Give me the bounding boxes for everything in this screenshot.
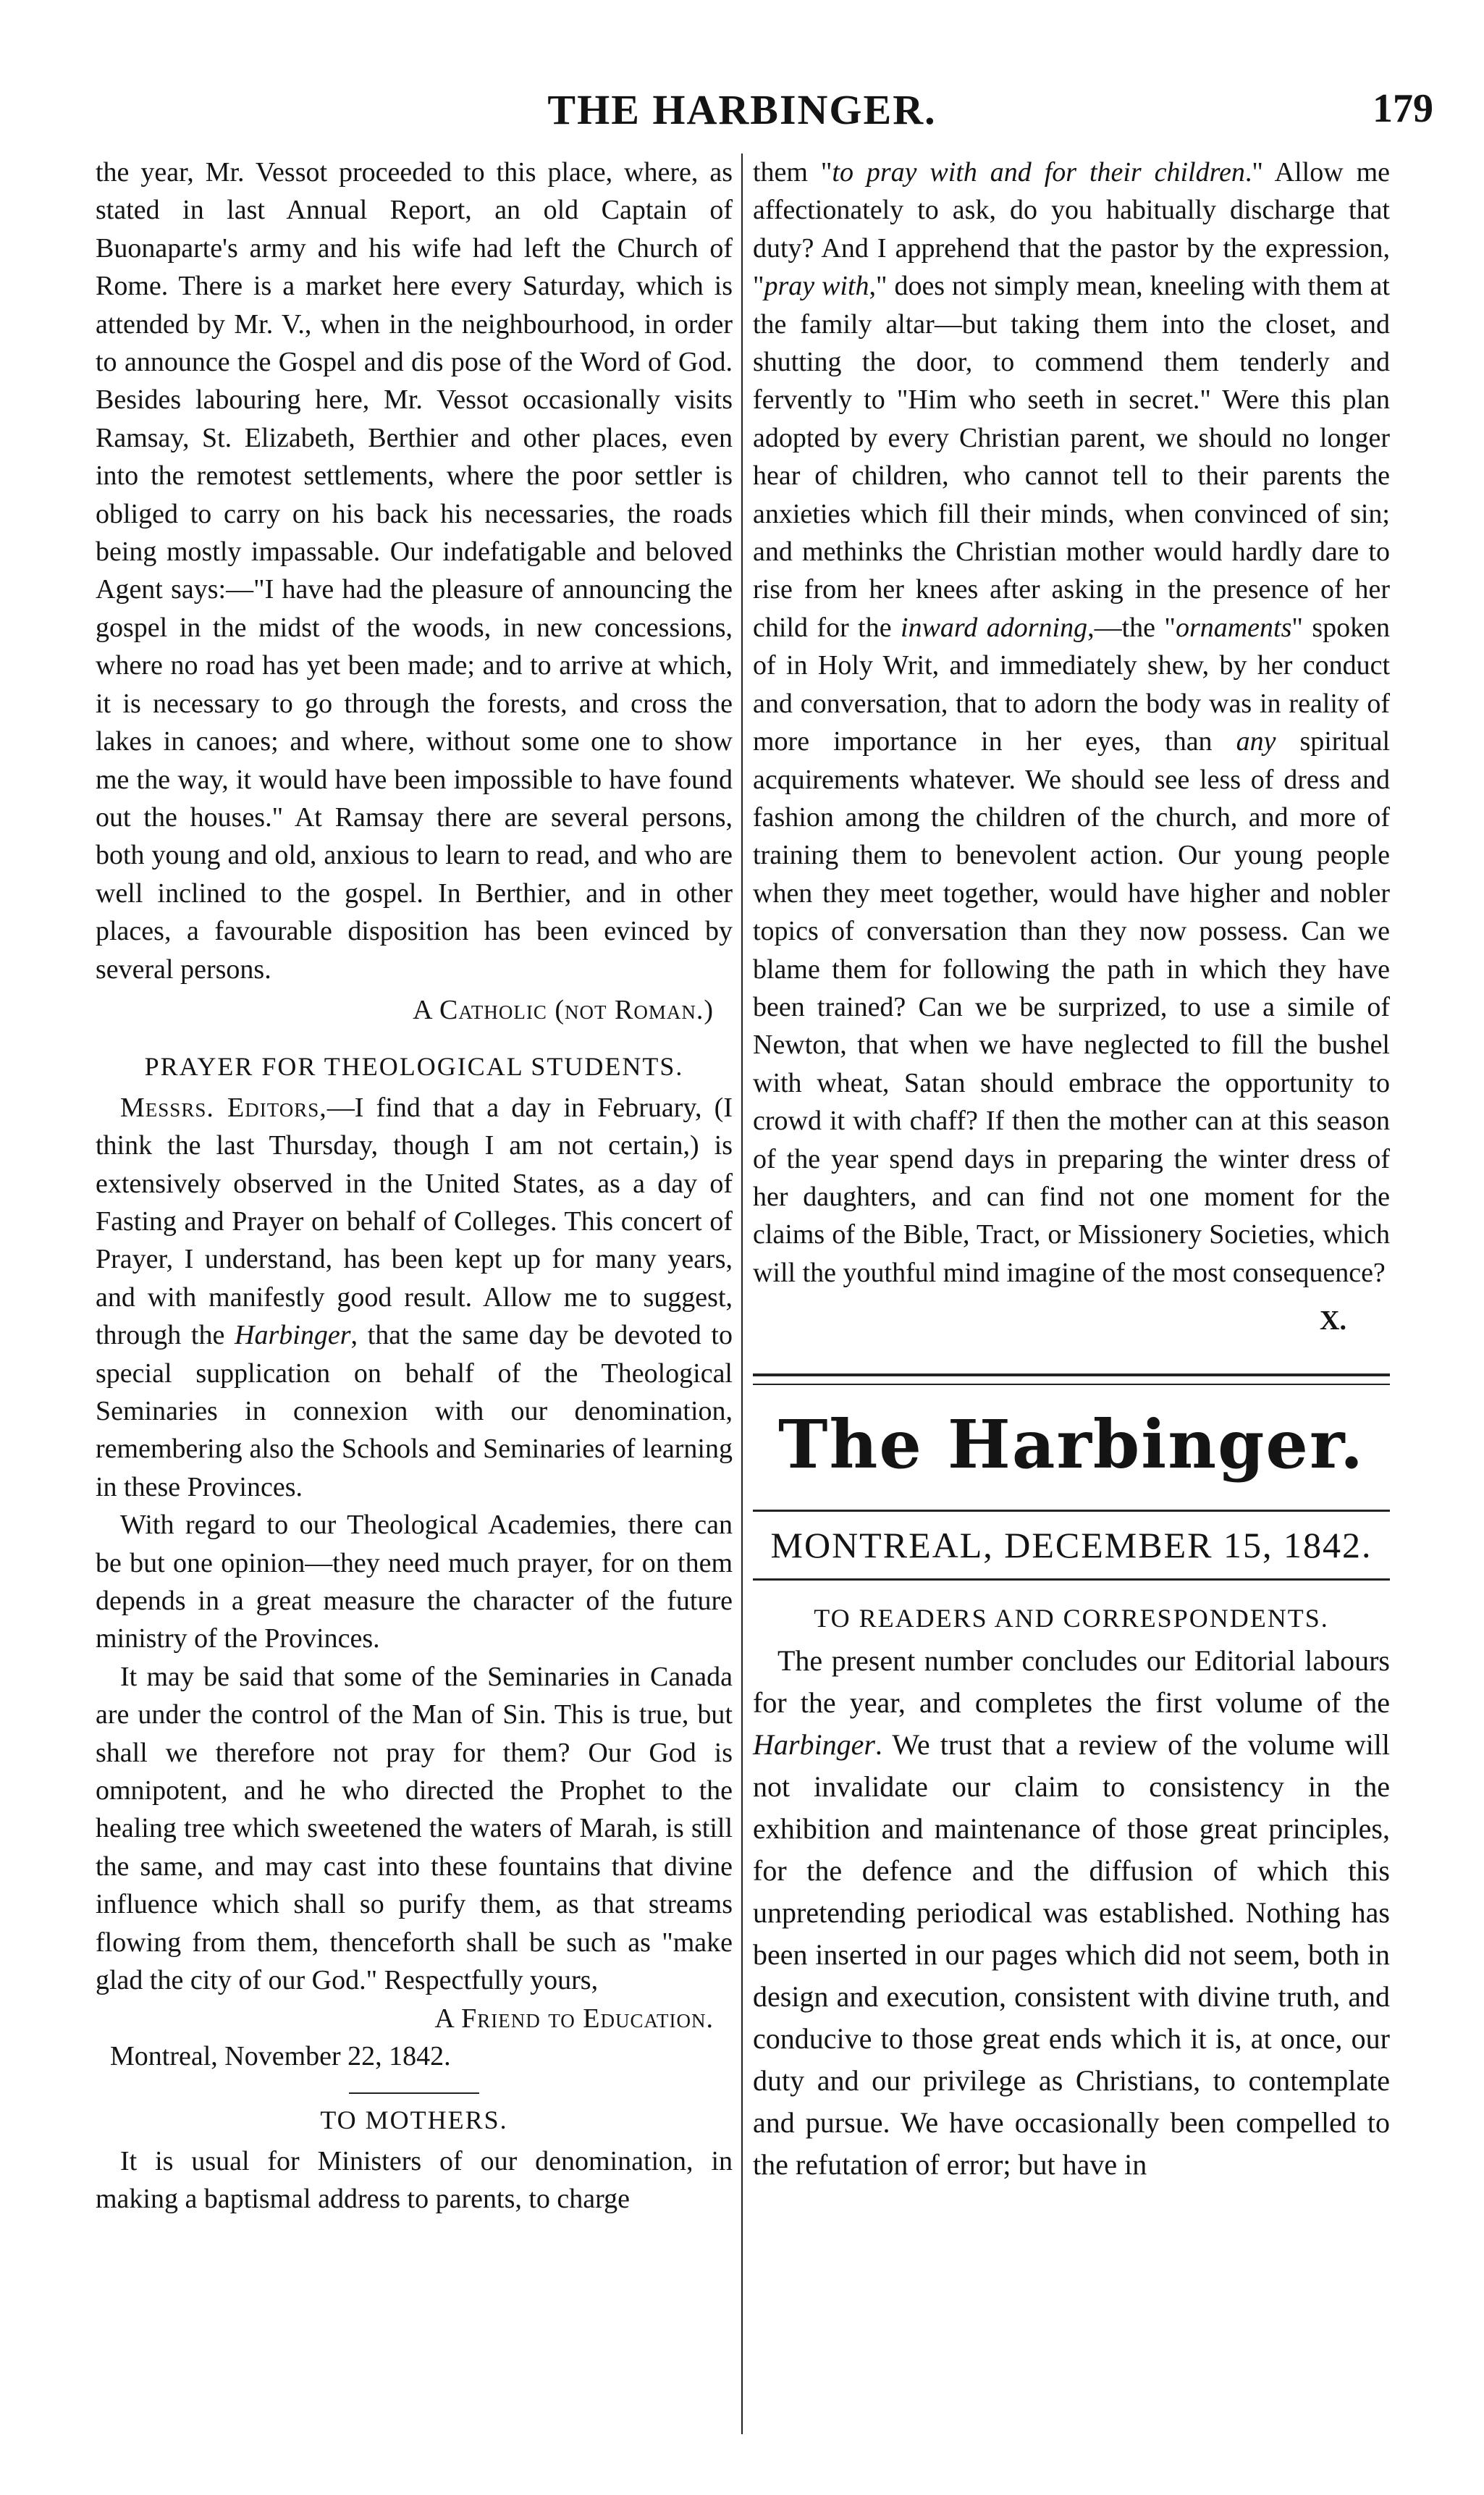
heading-to-readers: TO READERS AND CORRESPONDENTS. bbox=[814, 1604, 1329, 1633]
text-run: " spoken of in Holy Writ, and immediately shew, by her conduct and conversation, that to adorn the body was in reality of more importance in her eyes, than bbox=[753, 612, 1391, 757]
editorial-paragraph bbox=[753, 1640, 1390, 2186]
prayer-text-1a: —I find that a day in February, (I think the last Thursday, though I am not certain,) is extensively observed in the United States, as a day of Fasting and Prayer on behalf of Colleges. This concert of Prayer, I understand, has been kept up for many years, and with manifestly good result. Allow me to suggest, through the bbox=[96, 1092, 733, 1351]
heading-prayer-for-theological-students: PRAYER FOR THEOLOGICAL STUDENTS. bbox=[144, 1052, 684, 1082]
heading-to-mothers: TO MOTHERS. bbox=[320, 2105, 508, 2135]
text-run: The present number concludes our Editorial labours for the year, and completes the first volume of the bbox=[753, 1644, 1390, 1720]
text-run: . We trust that a review of the volume will not invalidate our claim to consistency in the exhibition and maintenance of those great principles, for the defence and the diffusion of which this unpretending periodical was established. Nothing has been inserted in our pages which did not seem, both in design and execution, consistent with divine truth, and conducive to those great ends which it is, at once, our duty and our privilege as Christians, to contemplate and pursue. We have occasionally been compelled to the refutation of error; but have in bbox=[753, 1728, 1390, 2181]
right-column bbox=[753, 153, 1390, 2186]
italic-run: to pray with and for their children bbox=[832, 157, 1245, 188]
mothers-paragraph-continued bbox=[753, 153, 1390, 1292]
issue-dateline: MONTREAL, DECEMBER 15, 1842. bbox=[770, 1524, 1373, 1565]
signature-friend: A Friend to Education. bbox=[434, 2003, 714, 2034]
masthead-rule bbox=[753, 1510, 1390, 1512]
prayer-paragraph-2: With regard to our Theological Academies, there can be but one opinion—they need much prayer, for on them depends in a great measure the character of the future ministry of the Provinces. bbox=[96, 1510, 733, 1654]
section-divider bbox=[349, 2092, 479, 2094]
italic-run: Harbinger bbox=[753, 1728, 875, 1762]
prayer-dateline: Montreal, November 22, 1842. bbox=[110, 2040, 451, 2071]
italic-run: ornaments bbox=[1175, 612, 1292, 643]
prayer-paragraph-1 bbox=[96, 1089, 733, 1506]
column-divider bbox=[741, 153, 743, 2434]
running-title: THE HARBINGER. bbox=[547, 86, 937, 133]
signature-catholic: A Catholic (not Roman.) bbox=[413, 994, 714, 1025]
text-run: them " bbox=[753, 157, 832, 188]
left-column bbox=[96, 153, 733, 2218]
masthead-top-rule bbox=[753, 1373, 1390, 1385]
italic-run: any bbox=[1236, 726, 1276, 757]
text-run: ," does not simply mean, kneeling with them at the family altar—but taking them into the closet, and shutting the door, to commend them tenderly and fervently to "Him who seeth in secret." Were this plan adopted by every Christian parent, we should no longer hear of children, who cannot tell to their parents the anxieties which fill their minds, when convinced of sin; and methinks the Christian mother would hardly dare to rise from her knees after asking in the presence of her child for the bbox=[753, 271, 1390, 643]
italic-run: pray with bbox=[764, 271, 869, 302]
salutation: Messrs. Editors, bbox=[120, 1092, 327, 1123]
text-run: spiritual acquirements whatever. We should see less of dress and fashion among the children of the church, and more of training them to benevolent action. Our young people when they meet together, would have higher and nobler topics of conversation than they now possess. Can we blame them for following the path in which they have been trained? Can we be surprized, to use a simile of Newton, that when we have neglected to fill the bushel with wheat, Satan should embrace the opportunity to crowd it with chaff? If then the mother can at this season of the year spend days in preparing the winter dress of her daughters, and can find not one moment for the claims of the Bible, Tract, or Missionery Societies, which will the youthful mind imagine of the most consequence? bbox=[753, 726, 1390, 1288]
italic-run: inward adorning bbox=[901, 612, 1088, 643]
prayer-text-1b: , that the same day be devoted to special supplication on behalf of the Theological Seminaries in connexion with our denomination, remembering also the Schools and Seminaries of learning in these Provinces. bbox=[96, 1320, 733, 1502]
mothers-paragraph-start: It is usual for Ministers of our denomination, in making a baptismal address to parents, to charge bbox=[96, 2145, 733, 2215]
masthead-title: The Harbinger. bbox=[778, 1405, 1365, 1484]
signature-x: X. bbox=[1320, 1305, 1346, 1337]
prayer-paragraph-3: It may be said that some of the Seminaries in Canada are under the control of the Man of Sin. This is true, but shall we therefore not pray for them? Our God is omnipotent, and he who directed the Prophet to the healing tree which sweetened the waters of Marah, is still the same, and may cast into these fountains that divine influence which shall so purify them, as that streams flowing from them, thenceforth shall be such as "make glad the city of our God." Respectfully yours, bbox=[96, 1661, 733, 1996]
harbinger-italic: Harbinger bbox=[235, 1320, 351, 1351]
text-run: ,—the " bbox=[1087, 612, 1176, 643]
article-continued-paragraph: the year, Mr. Vessot proceeded to this place, where, as stated in last Annual Report, an old Captain of Buonaparte's army and his wife had left the Church of Rome. There is a market here every Saturday, which is attended by Mr. V., when in the neighbourhood, in order to announce the Gospel and dis pose of the Word of God. Besides labouring here, Mr. Vessot occasionally visits Ramsay, St. Elizabeth, Berthier and other places, even into the remotest settlements, where the poor settler is obliged to carry on his back his necessaries, the roads being mostly impassable. Our indefatigable and beloved Agent says:—"I have had the pleasure of announcing the gospel in the midst of the woods, in new concessions, where no road has yet been made; and to arrive at which, it is necessary to go through the forests, and cross the lakes in canoes; and where, without some one to show me the way, it would have been impossible to have found out the houses." At Ramsay there are several persons, both young and old, anxious to learn to read, and who are well inclined to the gospel. In Berthier, and in other places, a favourable disposition has been evinced by several persons. bbox=[96, 157, 733, 985]
text-run: ." Allow me affectionately to ask, do you habitually discharge that duty? And I apprehend that the pastor by the expression, " bbox=[753, 157, 1391, 302]
page-number: 179 bbox=[1373, 86, 1433, 131]
dateline-rule bbox=[753, 1578, 1390, 1581]
